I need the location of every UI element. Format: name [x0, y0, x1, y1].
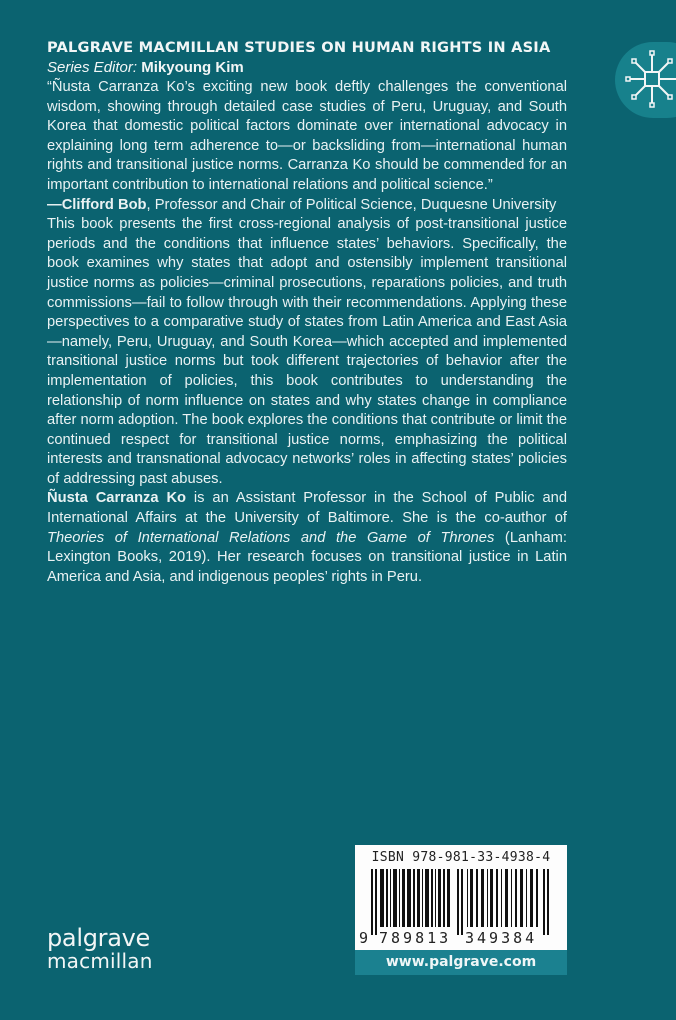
logo-macmillan: macmillan [47, 949, 153, 973]
series-editor-name: Mikyoung Kim [141, 59, 244, 76]
author-name: Ñusta Carranza Ko [47, 490, 187, 507]
isbn-digit-first: 9 [359, 929, 369, 947]
endorsement-quote: “Ñusta Carranza Ko’s exciting new book deftly challenges the conventional wisdom, showing through detailed case studies of Peru, Uruguay, and South Korea that domestic political factors dominate over international advocacy in explaining long term adherence to—or backsliding from—international human rights and transitional justice norms. Carranza Ko should be commended for an important contribution to international relations and political science.” [47, 79, 567, 193]
barcode-icon [371, 869, 553, 935]
publisher-url[interactable]: www.palgrave.com [355, 950, 567, 975]
author-bio-text: is an Assistant Professor in the School of Public and International Affairs at the University of Baltimore. She is the co-author of [47, 490, 568, 527]
endorsement-author: Clifford Bob [61, 196, 147, 213]
back-cover-content [47, 38, 567, 587]
series-editor-label: Series Editor: [47, 59, 138, 76]
book-description: This book presents the first cross-regional analysis of post-transitional justice periods and the conditions that influence states’ behaviors. Specifically, the book examines why states that adopt and ostensibly implement transitional justice norms as policies—criminal prosecutions, reparations policies, and truth commissions—fail to follow through with their recommendations. Applying these perspectives to a comparative study of states from Latin America and East Asia—namely, Peru, Uruguay, and South Korea—which accepted and implemented transitional justice norms but took different trajectories of behavior after the implementation of policies, this book contributes to understanding the relationship of norm influence on states and why states change in compliance after norm adoption. The book explores the conditions that contribute or limit the continued respect for transitional justice norms, emphasizing the political interests and transnational advocacy networks’ roles in affecting states’ policies of addressing past abuses. [47, 216, 567, 487]
endorsement [47, 78, 567, 215]
isbn-digits-left: 789813 [379, 929, 452, 947]
logo-palgrave: palgrave [47, 924, 150, 952]
series-title: PALGRAVE MACMILLAN STUDIES ON HUMAN RIGHTS IN ASIA [47, 39, 551, 56]
isbn-label: ISBN 978-981-33-4938-4 [371, 850, 551, 865]
isbn-barcode-box [355, 845, 567, 975]
palgrave-macmillan-logo [47, 926, 153, 972]
series-editor [47, 58, 567, 78]
endorsement-affiliation: , Professor and Chair of Political Science, Duquesne University [146, 196, 557, 213]
coauthored-book-title: Theories of International Relations and the Game of Thrones [47, 529, 495, 546]
author-bio-text-2: (Lanham: Lexington Books, 2019). Her research focuses on transitional justice in Latin America and Asia, and indigenous peoples’ rights in Peru. [47, 529, 567, 585]
isbn-digits-right: 349384 [465, 929, 538, 947]
endorsement-dash: — [47, 196, 62, 213]
author-bio [47, 489, 567, 587]
series-badge [615, 42, 676, 118]
circuit-chip-icon [625, 48, 676, 112]
